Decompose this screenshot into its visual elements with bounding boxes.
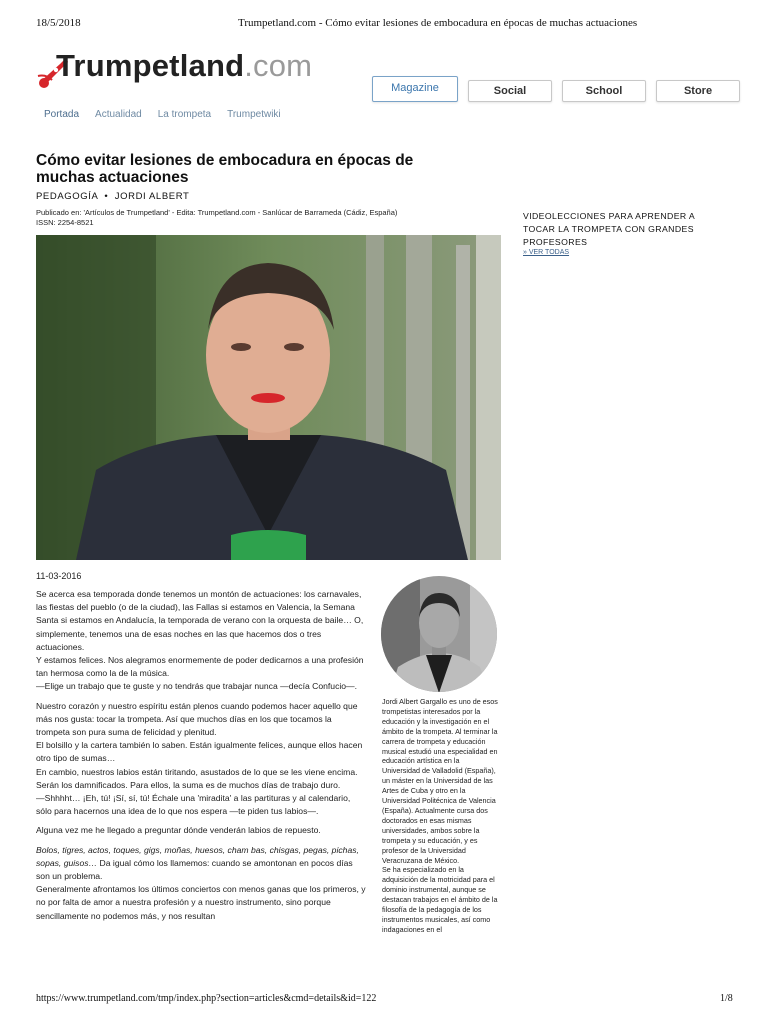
print-date: 18/5/2018 [36,17,81,29]
print-page-number: 1/8 [720,993,733,1004]
issn-line: ISSN: 2254-8521 [36,218,94,227]
sub-nav [44,109,281,120]
publication-line: Publicado en: 'Artículos de Trumpetland' - Edita: Trumpetland.com - Sanlúcar de Barrameda (Cádiz, España) [36,208,398,217]
article-author[interactable]: JORDI ALBERT [114,191,190,202]
paragraph: Nuestro corazón y nuestro espíritu están plenos cuando podemos hacer aquello que más nos gusta: tocar la trompeta. Así que muchos días en los que tocamos la trompeta son pura suma de felicidad y plenitud. [36,700,358,738]
top-nav [372,80,740,102]
subnav-trumpetwiki[interactable]: Trumpetwiki [227,109,281,120]
paragraph: —Shhhht… ¡Eh, tú! ¡Sí, sí, tú! Échale una 'miradita' a las partituras y al calendario, sólo para hacernos una idea de lo que nos espera —te piden tus labios—. [36,793,351,817]
article-date: 11-03-2016 [36,571,82,581]
tab-social[interactable]: Social [468,80,552,102]
subnav-portada[interactable]: Portada [44,109,80,120]
author-bio-text: Se ha especializado en la adquisición de la motricidad para el dominio instrumental, aunque se destacan trabajos en el ámbito de la filosofía de la pedagogía de los instrumentos musicales, así como indagaciones en el [382,865,498,934]
tab-magazine[interactable]: Magazine [372,76,458,102]
site-logo[interactable] [36,50,356,90]
nickname-list: Bolos, tigres, actos, toques, gigs, moñas, huesos, cham bas, chisgas, pegas, pichas, sopas, guisos… [36,844,359,868]
sidebar-see-all-link[interactable]: » VER TODAS [523,249,570,256]
sidebar-heading: VIDEOLECCIONES PARA APRENDER A TOCAR LA TROMPETA CON GRANDES PROFESORES [523,211,695,247]
article-byline: PEDAGOGÍA • JORDI ALBERT [36,191,190,202]
subnav-actualidad[interactable]: Actualidad [95,109,142,120]
article-title: Cómo evitar lesiones de embocadura en épocas de muchas actuaciones [36,152,414,186]
author-avatar [380,575,498,693]
tab-store[interactable]: Store [656,80,740,102]
paragraph [36,844,366,884]
paragraph: El bolsillo y la cartera también lo saben. Están igualmente felices, aunque ellos hacen otro tipo de sumas… [36,740,363,764]
paragraph: En cambio, nuestros labios están tiritando, asustados de lo que se les viene encima. Serán los damnificados. Para ellos, la suma es de muchos días de trabajo duro. [36,766,358,790]
print-title: Trumpetland.com - Cómo evitar lesiones de embocadura en épocas de muchas actuaciones [238,17,638,29]
tab-school[interactable]: School [562,80,646,102]
print-url: https://www.trumpetland.com/tmp/index.php?section=articles&cmd=details&id=122 [36,993,377,1004]
paragraph: Y estamos felices. Nos alegramos enormemente de poder dedicarnos a una profesión tan hermosa como la de la música. [36,655,364,679]
article-photo [36,235,501,560]
paragraph: Generalmente afrontamos los últimos conciertos con menos ganas que los primeros, y no por falta de amor a nuestra profesión y a nuestro instrumento, sino porque sencillamente no podemos más, y nos resultan [36,884,366,921]
author-bio [382,697,498,935]
paragraph: —Elige un trabajo que te guste y no tendrás que trabajar nunca —decía Confucio—. [36,681,358,692]
publication-info [36,208,506,228]
paragraph: Se acerca esa temporada donde tenemos un montón de actuaciones: los carnavales, las fiestas del pueblo (o de la ciudad), las Fallas si estamos en Valencia, la Semana Santa si estamos en Andalucía, la temporada de verano con la orquesta de baile… O, simplemente, tenemos una de esas noches en las que hacemos dos o tres actuaciones. [36,589,364,652]
paragraph: Alguna vez me he llegado a preguntar dónde venderán labios de repuesto. [36,825,321,836]
logo-wordmark: Trumpetland.com [56,48,313,83]
paragraph-continuation: Da igual cómo los llamemos: cuando se amontonan en pocos días son un problema. [36,857,353,882]
article-body [36,588,366,923]
article-category[interactable]: PEDAGOGÍA [36,191,98,202]
subnav-la-trompeta[interactable]: La trompeta [157,109,212,120]
author-bio-text: Jordi Albert Gargallo es uno de esos trompetistas interesados por la educación y la investigación en el ámbito de la trompeta. Al terminar la carrera de trompeta y educación musical estudió una especialidad en educación artística en la Universidad de Valladolid (España), un máster en la Universidad de las Artes de Cuba y otro en la Universidad Politécnica de Valencia (España). Actualmente cursa dos doctorados en esas mismas universidades, ambos sobre la trompeta y su educación, y es profesor de la Universidad Veracruzana de México. [382,697,498,865]
